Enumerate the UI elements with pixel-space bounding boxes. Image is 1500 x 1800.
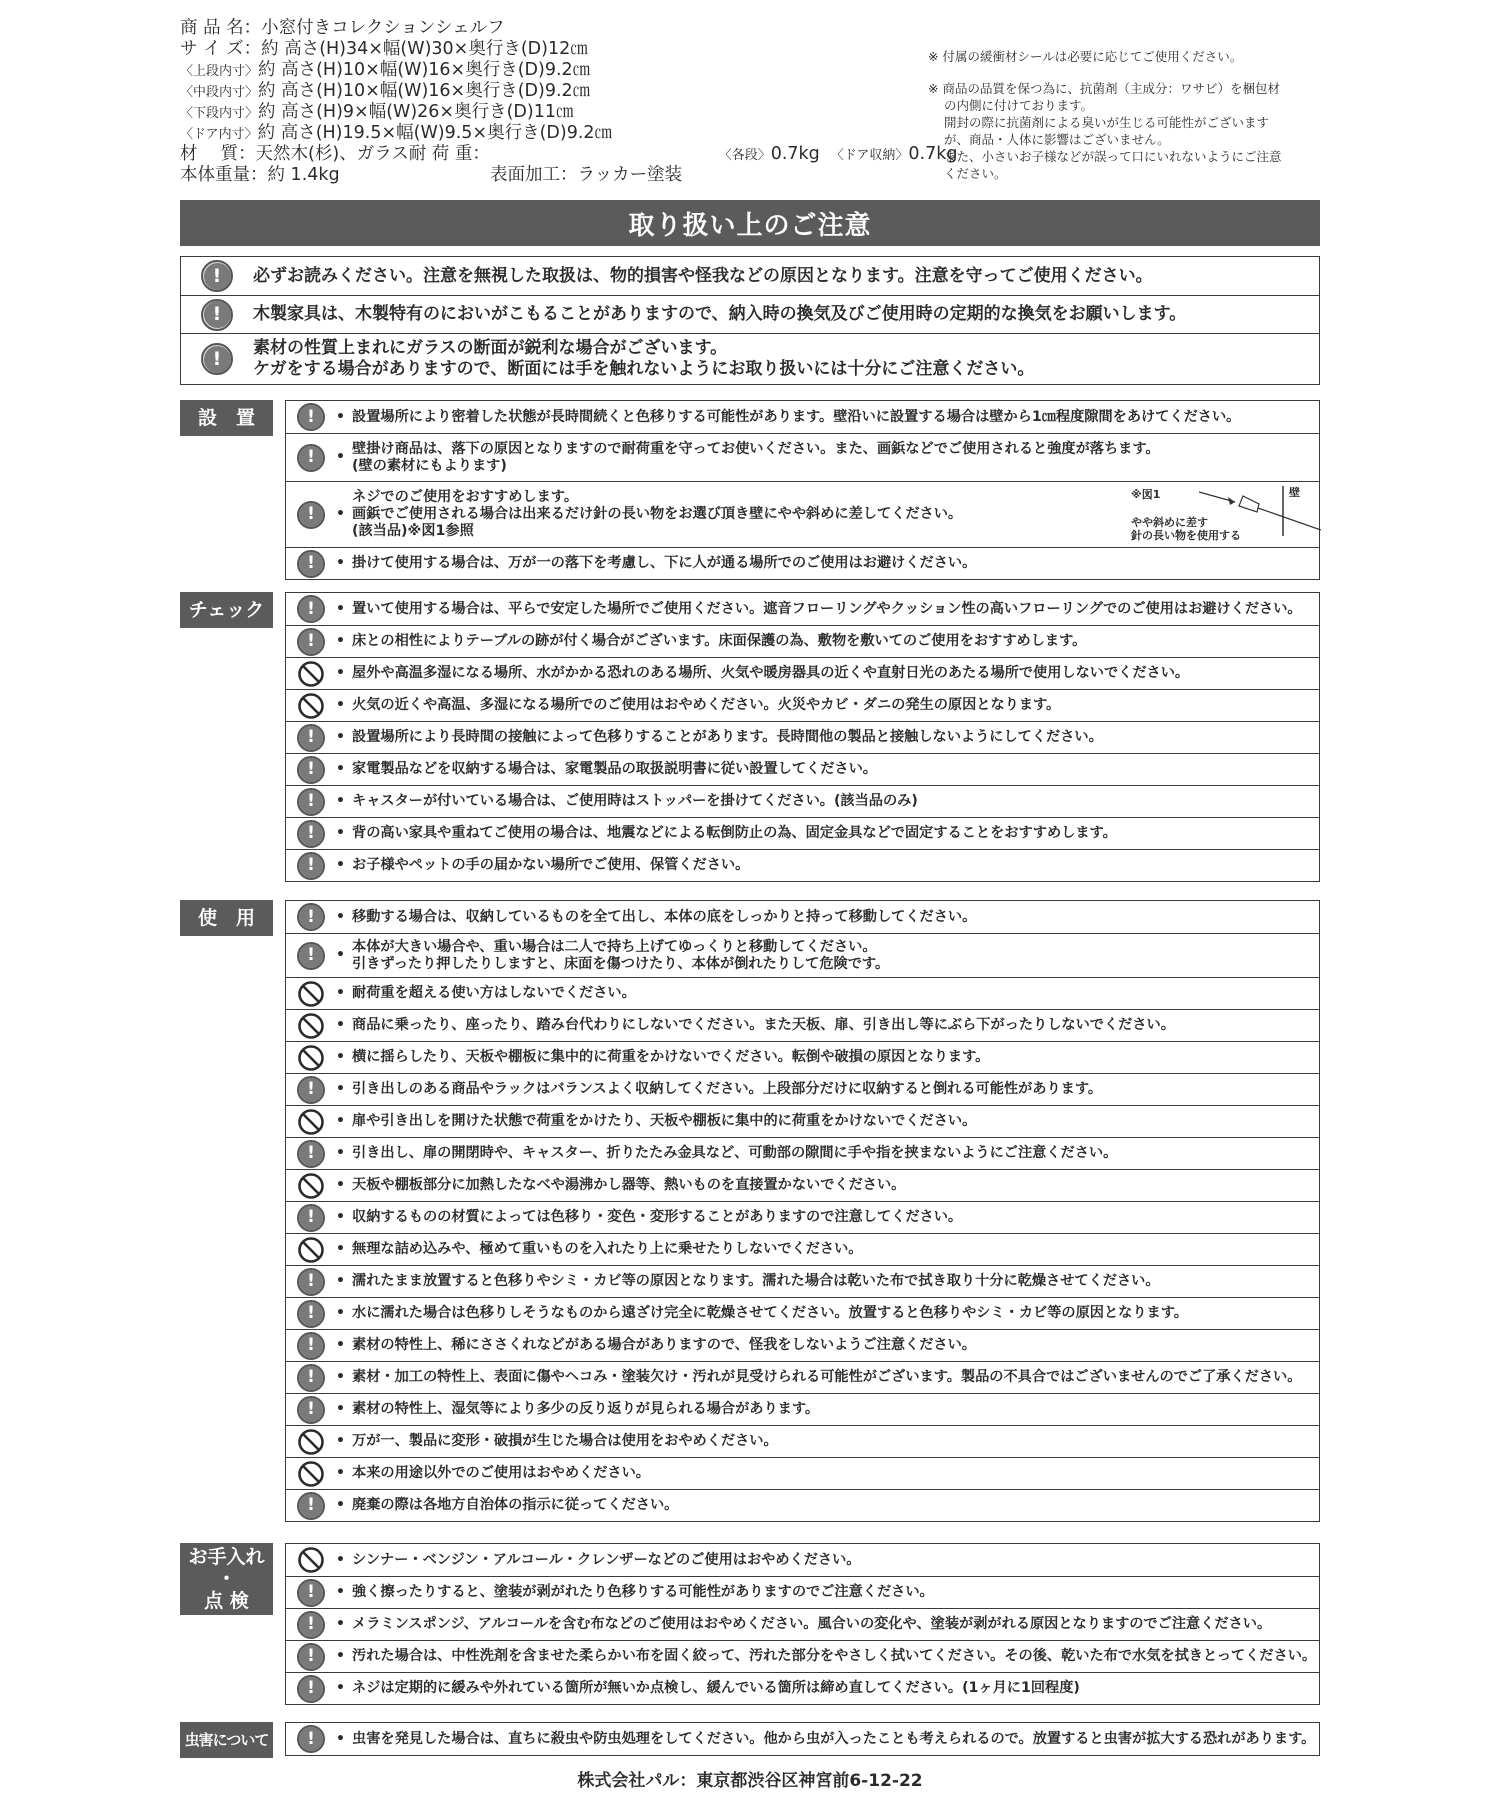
bullet: •	[336, 449, 345, 465]
caution-row	[286, 901, 1319, 933]
warning-icon: !	[297, 1332, 325, 1360]
caution-text: 横に揺らしたり、天板や棚板に集中的に荷重をかけないでください。転倒や破損の原因となります。	[352, 1049, 990, 1065]
caution-text: 設置場所により密着した状態が長時間続くと色移りする可能性があります。壁沿いに設置する場合は壁から1㎝程度隙間をあけてください。	[352, 408, 1241, 425]
bullet: •	[336, 761, 345, 777]
caution-text: 耐荷重を超える使い方はしないでください。	[352, 985, 636, 1001]
bullet: •	[336, 1584, 345, 1600]
prohibited-icon	[297, 692, 325, 720]
caution-text: 背の高い家具や重ねてご使用の場合は、地震などによる転倒防止の為、固定金具などで固定することをおすすめします。	[352, 825, 1117, 841]
important-text: 素材の性質上まれにガラスの断面が鋭利な場合がございます。 ケガをする場合がありますので、断面には手を触れないようにお取り扱いには十分にご注意ください。	[253, 338, 1035, 379]
caution-text: シンナー・ベンジン・アルコール・クレンザーなどのご使用はおやめください。	[352, 1551, 861, 1568]
bullet: •	[336, 1401, 345, 1417]
warning-icon: !	[297, 903, 325, 931]
prohibited-icon	[297, 1012, 325, 1040]
caution-row	[286, 1265, 1319, 1297]
caution-row	[286, 933, 1319, 977]
spec-material: 材 質：天然木(杉)、ガラス	[180, 144, 409, 164]
caution-text: 汚れた場合は、中性洗剤を含ませた柔らかい布を固く絞って、汚れた部分をやさしく拭いてください。その後、乾いた布で水気を拭きとってください。	[352, 1648, 1317, 1664]
caution-row	[286, 1201, 1319, 1233]
section-rows	[285, 1543, 1320, 1705]
spec-weight-finish	[180, 165, 920, 186]
caution-text: 扉や引き出しを開けた状態で荷重をかけたり、天板や棚板に集中的に荷重をかけないでください。	[352, 1113, 977, 1129]
spec-load-label: 耐 荷 重：	[408, 144, 490, 164]
spec-inner-door	[180, 123, 920, 144]
bullet: •	[336, 1081, 345, 1097]
bullet: •	[336, 1209, 345, 1225]
spec-material-load	[180, 144, 958, 165]
product-spec	[180, 18, 958, 186]
caution-text: 万が一、製品に変形・破損が生じた場合は使用をおやめください。	[352, 1433, 778, 1449]
bullet: •	[336, 729, 345, 745]
note-antibacterial: ※ 商品の品質を保つ為に、抗菌剤（主成分：ワサビ）を梱包材 の内側に付けております。 開封の際に抗菌剤による臭いが生じる可能性がございます が、商品・人体に影響はございません。 また、小さいお子様などが誤って口にいれないようにご注意 ください。	[928, 81, 1282, 181]
caution-text: 強く擦ったりすると、塗装が剥がれたり色移りする可能性がありますのでご注意ください。	[352, 1584, 934, 1600]
bullet: •	[336, 1433, 345, 1449]
caution-row	[286, 547, 1319, 579]
caution-row	[286, 657, 1319, 689]
caution-row	[286, 1608, 1319, 1640]
bullet: •	[336, 1305, 345, 1321]
caution-text: 移動する場合は、収納しているものを全て出し、本体の底をしっかりと持って移動してください。	[352, 908, 977, 925]
bullet: •	[336, 633, 345, 649]
prohibited-icon	[297, 980, 325, 1008]
spec-inner-label: 〈ドア内寸〉	[180, 127, 258, 142]
caution-row	[286, 785, 1319, 817]
bullet: •	[336, 908, 345, 925]
caution-row	[286, 1233, 1319, 1265]
caution-text: 本来の用途以外でのご使用はおやめください。	[352, 1465, 650, 1481]
warning-icon: !	[201, 343, 233, 375]
caution-row	[286, 1489, 1319, 1521]
spec-inner-middle	[180, 81, 920, 102]
caution-text: 収納するものの材質によっては色移り・変色・変形することがありますので注意してください。	[352, 1209, 963, 1225]
caution-row	[286, 593, 1319, 625]
caution-text: 家電製品などを収納する場合は、家電製品の取扱説明書に従い設置してください。	[352, 761, 877, 777]
caution-row	[286, 1544, 1319, 1576]
spec-load-door-label: 〈ドア収納〉	[837, 148, 909, 163]
section-rows	[285, 900, 1320, 1522]
caution-row	[286, 1425, 1319, 1457]
bullet: •	[336, 1465, 345, 1481]
warning-icon: !	[297, 1725, 325, 1753]
caution-text: メラミンスポンジ、アルコールを含む布などのご使用はおやめください。風合いの変化や、塗装が剥がれる原因となりますのでご注意ください。	[352, 1616, 1272, 1632]
caution-text: 素材・加工の特性上、表面に傷やヘコみ・塗装欠け・汚れが見受けられる可能性がございます。製品の不具合ではございませんのでご了承ください。	[352, 1369, 1302, 1385]
caution-row	[286, 753, 1319, 785]
warning-icon: !	[297, 1396, 325, 1424]
caution-text: 素材の特性上、稀にささくれなどがある場合がありますので、怪我をしないようご注意ください。	[352, 1337, 976, 1353]
bullet: •	[336, 1113, 345, 1129]
prohibited-icon	[297, 1546, 325, 1574]
figure-wall-label: 壁	[1289, 486, 1300, 499]
section-rows	[285, 1722, 1320, 1756]
warning-icon: !	[297, 1643, 325, 1671]
caution-row	[286, 1297, 1319, 1329]
bullet: •	[336, 1049, 345, 1065]
warning-icon: !	[297, 1268, 325, 1296]
prohibited-icon	[297, 660, 325, 688]
section-rows	[285, 400, 1320, 580]
spec-inner-value: 約 高さ(H)10×幅(W)16×奥行き(D)9.2㎝	[258, 81, 591, 101]
warning-icon: !	[297, 788, 325, 816]
figure-caption: やや斜めに差す 針の長い物を使用する	[1131, 516, 1241, 542]
prohibited-icon	[297, 1172, 325, 1200]
warning-icon: !	[297, 1579, 325, 1607]
spec-load-each-label: 〈各段〉	[718, 148, 771, 163]
warning-icon: !	[201, 299, 233, 331]
warning-icon: !	[297, 595, 325, 623]
caution-text: 掛けて使用する場合は、万が一の落下を考慮し、下に人が通る場所でのご使用はお避けください。	[352, 555, 977, 571]
spec-size: サ イ ズ：約 高さ(H)34×幅(W)30×奥行き(D)12㎝	[180, 39, 588, 59]
caution-row	[286, 1723, 1319, 1755]
important-notices	[180, 256, 1320, 385]
spec-inner-label: 〈上段内寸〉	[180, 64, 259, 79]
spec-name: 商 品 名：小窓付きコレクションシェルフ	[180, 18, 505, 38]
spec-inner-lower	[180, 102, 920, 123]
bullet: •	[336, 857, 345, 873]
spec-inner-value: 約 高さ(H)10×幅(W)16×奥行き(D)9.2㎝	[258, 60, 591, 80]
warning-icon: !	[297, 852, 325, 880]
caution-text: 置いて使用する場合は、平らで安定した場所でご使用ください。遮音フローリングやクッション性の高いフローリングでのご使用はお避けください。	[352, 600, 1302, 617]
warning-icon: !	[297, 724, 325, 752]
caution-text: 屋外や高温多湿になる場所、水がかかる恐れのある場所、火気や暖房器具の近くや直射日光のあたる場所で使用しないでください。	[352, 665, 1190, 681]
spec-inner-label: 〈中段内寸〉	[180, 85, 259, 100]
caution-row	[286, 1457, 1319, 1489]
spec-inner-label: 〈下段内寸〉	[180, 106, 259, 121]
spec-weight: 本体重量：約 1.4kg	[180, 165, 340, 185]
warning-icon: !	[297, 1611, 325, 1639]
bullet: •	[336, 1551, 345, 1568]
caution-text: ネジは定期的に緩みや外れている箇所が無いか点検し、緩んでいる箇所は締め直してください。(1ヶ月に1回程度)	[352, 1680, 1080, 1696]
bullet: •	[336, 600, 345, 617]
caution-text: 天板や棚板部分に加熱したなべや湯沸かし器等、熱いものを直接置かないでください。	[352, 1177, 906, 1193]
bullet: •	[336, 506, 345, 522]
caution-text: ネジでのご使用をおすすめします。 画鋲でご使用される場合は出来るだけ針の長い物をお選び頂き壁にやや斜めに差してください。 (該当品)※図1参照	[352, 489, 963, 539]
warning-icon: !	[297, 1300, 325, 1328]
bullet: •	[336, 1241, 345, 1257]
caution-row	[286, 689, 1319, 721]
caution-row	[286, 1105, 1319, 1137]
important-row	[181, 333, 1319, 384]
section-rows	[285, 592, 1320, 882]
caution-text: 本体が大きい場合や、重い場合は二人で持ち上げてゆっくりと移動してください。 引きずったり押したりしますと、床面を傷つけたり、本体が倒れたりして危険です。	[352, 938, 890, 972]
caution-row	[286, 625, 1319, 657]
caution-row	[286, 849, 1319, 881]
spec-load-each: 0.7kg	[770, 144, 820, 164]
caution-text: 引き出し、扉の開閉時や、キャスター、折りたたみ金具など、可動部の隙間に手や指を挟まないようにご注意ください。	[352, 1145, 1118, 1161]
bullet: •	[336, 1273, 345, 1289]
caution-row	[286, 817, 1319, 849]
caution-text: 濡れたまま放置すると色移りやシミ・カビ等の原因となります。濡れた場合は乾いた布で拭き取り十分に乾燥させてください。	[352, 1273, 1160, 1289]
warning-icon: !	[297, 444, 325, 472]
warning-icon: !	[297, 550, 325, 578]
caution-row	[286, 1576, 1319, 1608]
caution-row	[286, 977, 1319, 1009]
caution-row	[286, 1393, 1319, 1425]
warning-icon: !	[297, 1492, 325, 1520]
caution-text: 引き出しのある商品やラックはバランスよく収納してください。上段部分だけに収納すると倒れる可能性があります。	[352, 1081, 1103, 1097]
caution-text: 無理な詰め込みや、極めて重いものを入れたり上に乗せたりしないでください。	[352, 1241, 863, 1257]
caution-text: 虫害を発見した場合は、直ちに殺虫や防虫処理をしてください。他から虫が入ったことも考えられるので。放置すると虫害が拡大する恐れがあります。	[352, 1730, 1316, 1747]
bullet: •	[336, 408, 345, 425]
caution-text: 素材の特性上、湿気等により多少の反り返りが見られる場合があります。	[352, 1401, 820, 1417]
warning-icon: !	[201, 260, 233, 292]
caution-row	[286, 1073, 1319, 1105]
spec-inner-value: 約 高さ(H)19.5×幅(W)9.5×奥行き(D)9.2㎝	[257, 123, 613, 143]
pushpin-illustration	[1131, 486, 1321, 542]
section-category: 虫害について	[180, 1722, 273, 1758]
warning-icon: !	[297, 756, 325, 784]
caution-row	[286, 401, 1319, 433]
spec-inner-upper	[180, 60, 920, 81]
side-notes	[928, 48, 1328, 197]
warning-icon: !	[297, 501, 325, 529]
bullet: •	[336, 1369, 345, 1385]
caution-row	[286, 1041, 1319, 1073]
bullet: •	[336, 1177, 345, 1193]
bullet: •	[336, 697, 345, 713]
caution-text: 水に濡れた場合は色移りしそうなものから遠ざけ完全に乾燥させてください。放置すると色移りやシミ・カビ等の原因となります。	[352, 1305, 1188, 1321]
caution-row	[286, 433, 1319, 481]
caution-text: 火気の近くや高温、多湿になる場所でのご使用はおやめください。火災やカビ・ダニの発生の原因となります。	[352, 697, 1061, 713]
warning-icon: !	[297, 1675, 325, 1703]
caution-row	[286, 1137, 1319, 1169]
prohibited-icon	[297, 1428, 325, 1456]
section-category: チェック	[180, 592, 273, 628]
spec-inner-value: 約 高さ(H)9×幅(W)26×奥行き(D)11㎝	[258, 102, 574, 122]
bullet: •	[336, 825, 345, 841]
caution-text: 床との相性によりテーブルの跡が付く場合がございます。床面保護の為、敷物を敷いてのご使用をおすすめします。	[352, 633, 1087, 649]
prohibited-icon	[297, 1236, 325, 1264]
caution-row	[286, 1169, 1319, 1201]
bullet: •	[336, 1680, 345, 1696]
bullet: •	[336, 1337, 345, 1353]
important-text: 必ずお読みください。注意を無視した取扱は、物的損害や怪我などの原因となります。注意を守ってご使用ください。	[253, 265, 1153, 286]
company-footer: 株式会社パル：東京都渋谷区神宮前6-12-22	[577, 1771, 923, 1791]
warning-icon: !	[297, 1140, 325, 1168]
section-category: 設 置	[180, 400, 273, 436]
spec-finish: 表面加工：ラッカー塗装	[490, 165, 683, 185]
bullet: •	[336, 1730, 345, 1747]
warning-icon: !	[297, 942, 325, 970]
note-cushion: ※ 付属の緩衝材シールは必要に応じてご使用ください。	[928, 49, 1243, 64]
spec-load-door: 0.7kg	[908, 144, 958, 164]
important-row	[181, 257, 1319, 295]
bullet: •	[336, 555, 345, 571]
caution-text: キャスターが付いている場合は、ご使用時はストッパーを掛けてください。(該当品のみ)	[352, 793, 918, 809]
warning-icon: !	[297, 1364, 325, 1392]
caution-row	[286, 1009, 1319, 1041]
caution-row	[286, 1329, 1319, 1361]
caution-row	[286, 1672, 1319, 1704]
warning-icon: !	[297, 628, 325, 656]
caution-row	[286, 481, 1319, 547]
caution-text: 壁掛け商品は、落下の原因となりますので耐荷重を守ってお使いください。また、画鋲などでご使用されると強度が落ちます。 (壁の素材にもよります)	[352, 440, 1160, 474]
bullet: •	[336, 665, 345, 681]
caution-text: 商品に乗ったり、座ったり、踏み台代わりにしないでください。また天板、扉、引き出し等にぶら下がったりしないでください。	[352, 1017, 1175, 1033]
bullet: •	[336, 1145, 345, 1161]
bullet: •	[336, 947, 345, 963]
section-category: お手入れ ・ 点 検	[180, 1543, 273, 1615]
caution-row	[286, 1361, 1319, 1393]
page-title: 取り扱い上のご注意	[180, 200, 1320, 246]
warning-icon: !	[297, 1204, 325, 1232]
bullet: •	[336, 1017, 345, 1033]
bullet: •	[336, 1648, 345, 1664]
bullet: •	[336, 985, 345, 1001]
bullet: •	[336, 1497, 345, 1513]
caution-text: お子様やペットの手の届かない場所でご使用、保管ください。	[352, 857, 750, 873]
prohibited-icon	[297, 1108, 325, 1136]
warning-icon: !	[297, 1076, 325, 1104]
caution-row	[286, 1640, 1319, 1672]
prohibited-icon	[297, 1460, 325, 1488]
figure-label: ※図1	[1131, 488, 1161, 501]
bullet: •	[336, 793, 345, 809]
caution-row	[286, 721, 1319, 753]
warning-icon: !	[297, 403, 325, 431]
caution-text: 廃棄の際は各地方自治体の指示に従ってください。	[352, 1497, 679, 1513]
important-row	[181, 295, 1319, 333]
important-text: 木製家具は、木製特有のにおいがこもることがありますので、納入時の換気及びご使用時の定期的な換気をお願いします。	[253, 304, 1187, 324]
spec-load	[409, 144, 958, 165]
figure-1	[1131, 486, 1321, 542]
caution-text: 設置場所により長時間の接触によって色移りすることがあります。長時間他の製品と接触しないようにしてください。	[352, 729, 1103, 745]
section-category: 使 用	[180, 900, 273, 936]
warning-icon: !	[297, 820, 325, 848]
bullet: •	[336, 1616, 345, 1632]
prohibited-icon	[297, 1044, 325, 1072]
